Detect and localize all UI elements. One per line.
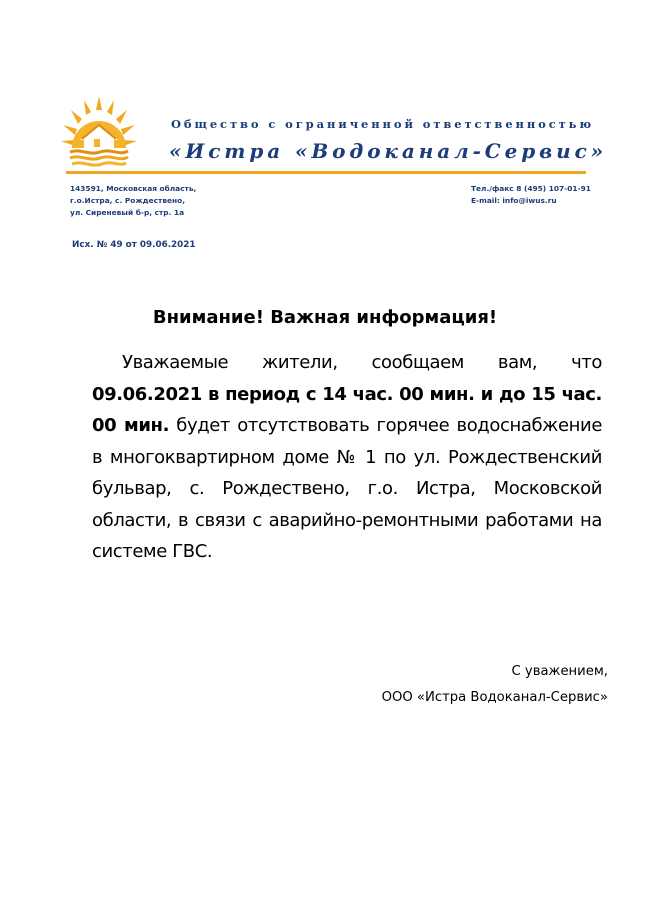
notice-body <box>92 347 602 568</box>
body-intro: Уважаемые жители, сообщаем вам, что <box>122 352 602 373</box>
ref-from-word: от <box>125 240 137 250</box>
outgoing-reference <box>72 240 196 250</box>
sun-house-logo-icon <box>60 94 138 174</box>
body-rest: будет отсутствовать горячее водоснабжение в многоквартирном доме № 1 по ул. Рождественский бульвар, с. Рождествено, г.о. Истра, Московской области, в связи с аварийно-ремонтными работами на системе ГВС. <box>92 415 602 562</box>
address-line: г.о.Истра, с. Рождествено, <box>70 196 185 205</box>
body-date-period: 09.06.2021 в период с 14 час. 00 мин. и до 15 час. 00 мин. <box>92 383 602 436</box>
header-divider <box>66 171 586 174</box>
company-contacts <box>471 183 591 207</box>
notice-heading: Внимание! Важная информация! <box>152 307 498 328</box>
address-line: 143591, Московская область, <box>70 184 197 193</box>
signature-block <box>382 659 608 711</box>
closing: С уважением, <box>511 664 608 679</box>
ref-date: 09.06.2021 <box>139 240 196 250</box>
ref-number: 49 <box>110 240 123 250</box>
email: E-mail: info@iwus.ru <box>471 196 557 205</box>
company-name: «Истра «Водоканал-Сервис» <box>169 139 608 163</box>
phone-fax: Тел./факс 8 (495) 107-01-91 <box>471 184 591 193</box>
address-line: ул. Сиреневый б-р, стр. 1а <box>70 208 185 217</box>
company-address <box>70 183 196 219</box>
signature-org: ООО «Истра Водоканал-Сервис» <box>381 690 608 705</box>
ref-prefix: Исх. № <box>72 240 108 250</box>
company-type: Общество с ограниченной ответственностью <box>171 117 595 131</box>
